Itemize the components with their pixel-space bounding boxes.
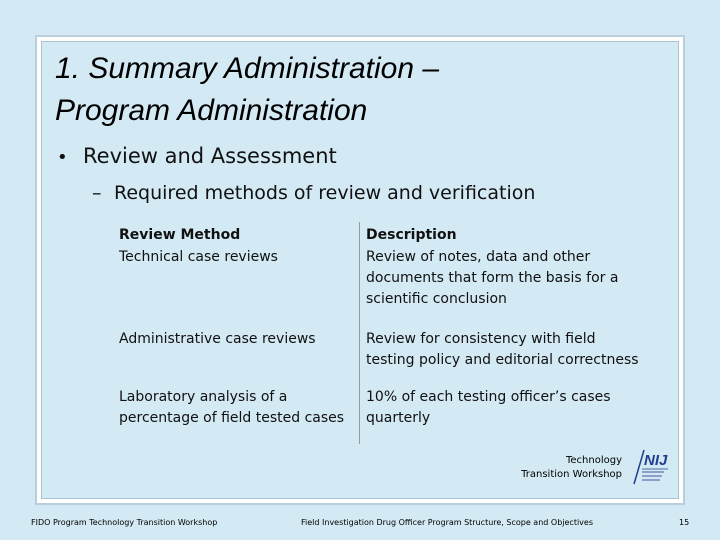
row-description-line: scientific conclusion [366,291,507,307]
row-method-line: percentage of field tested cases [119,410,345,426]
row-description [366,329,666,371]
bullet-level1 [57,144,337,168]
bullet-level2 [92,182,535,204]
slide-title-line2: Program Administration [55,94,368,127]
row-method [119,387,359,429]
bullet-dash-icon: – [92,182,102,204]
footer-center: Field Investigation Drug Officer Program Structure, Scope and Objectives [301,518,593,527]
slide-title [55,48,655,132]
slide-title-line1: 1. Summary Administration – [55,52,440,85]
row-method: Administrative case reviews [119,331,316,347]
header-description: Description [366,227,457,243]
row-description [366,387,666,429]
bullet-level2-text: Required methods of review and verification [114,182,536,204]
row-description-line: Review for consistency with field [366,331,596,347]
page-number: 15 [679,518,690,527]
logo-line2: Transition Workshop [521,469,622,480]
bullet-dot-icon: • [57,147,68,168]
row-description-line: 10% of each testing officer’s cases [366,389,611,405]
row-method: Technical case reviews [119,249,278,265]
row-method-line: Laboratory analysis of a [119,389,288,405]
logo-text [521,454,622,482]
nij-logo-text: NIJ [644,452,668,469]
row-description [366,247,666,310]
row-description-line: testing policy and editorial correctness [366,352,639,368]
table-column-divider [359,222,360,444]
logo-line1: Technology [565,455,622,466]
nij-logo-icon [630,448,670,486]
footer-left: FIDO Program Technology Transition Workshop [31,518,218,527]
workshop-logo [510,448,670,488]
row-description-line: documents that form the basis for a [366,270,619,286]
bullet-level1-text: Review and Assessment [83,144,337,168]
row-description-line: Review of notes, data and other [366,249,591,265]
header-review-method: Review Method [119,227,241,243]
row-description-line: quarterly [366,410,431,426]
